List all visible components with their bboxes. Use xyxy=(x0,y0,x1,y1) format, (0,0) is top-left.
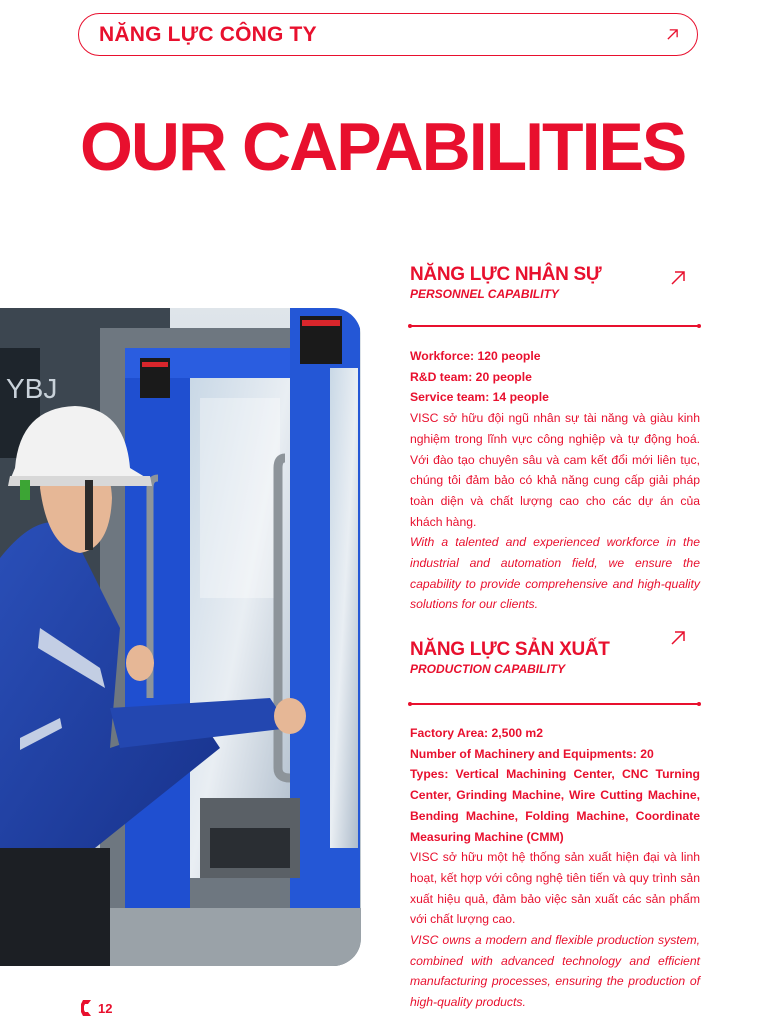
personnel-facts xyxy=(410,346,700,408)
fact-workforce: Workforce: 120 people xyxy=(410,349,541,363)
page-footer xyxy=(79,998,112,1018)
page-title: OUR CAPABILITIES xyxy=(80,109,686,185)
production-en-text: VISC owns a modern and flexible production system, combined with advanced technology and efficient manufacturing processes, ensuring the production of high-quality products. xyxy=(410,933,700,1010)
production-section-heading xyxy=(410,639,700,676)
page-number: 12 xyxy=(98,1000,113,1016)
worker-machine-photo xyxy=(0,308,361,966)
arrow-up-right-icon xyxy=(666,28,679,41)
production-body xyxy=(410,723,700,1013)
personnel-title: NĂNG LỰC NHÂN SỰ xyxy=(410,264,602,285)
section-label-pill[interactable] xyxy=(78,13,698,56)
fact-factory-area: Factory Area: 2,500 m2 xyxy=(410,726,544,740)
fact-rnd-team: R&D team: 20 people xyxy=(410,369,532,384)
divider xyxy=(410,703,699,705)
fact-service-team: Service team: 14 people xyxy=(410,390,549,405)
fact-machine-types: Types: Vertical Machining Center, CNC Turning Center, Grinding Machine, Wire Cutting Machine, Bending Machine, Folding Machine, Coordinate Measuring Machine (CMM) xyxy=(410,767,700,844)
personnel-body xyxy=(410,346,700,615)
arrow-up-right-icon[interactable] xyxy=(670,270,686,286)
photo-illustration xyxy=(0,308,361,966)
section-label: NĂNG LỰC CÔNG TY xyxy=(99,23,317,46)
production-vi-text: VISC sở hữu một hệ thống sản xuất hiện đại và linh hoạt, kết hợp với công nghệ tiên tiến và quy trình sản xuất hiệu quả, đảm bảo việc sản xuất các sản phẩm với chất lượng cao. xyxy=(410,850,700,927)
svg-text:YBJ: YBJ xyxy=(6,373,58,404)
arrow-up-right-icon[interactable] xyxy=(670,630,686,646)
production-subtitle: PRODUCTION CAPABILITY xyxy=(410,662,566,676)
personnel-vi-text: VISC sở hữu đội ngũ nhân sự tài năng và giàu kinh nghiệm trong lĩnh vực công nghiệp và tự động hoá. Với đào tạo chuyên sâu và cam kết đổi mới liên tục, chúng tôi đảm bảo có khả năng cung cấp giải pháp toàn diện và chất lượng cao cho các dự án của khách hàng. xyxy=(410,411,700,529)
personnel-en-text: With a talented and experienced workforce in the industrial and automation field, we ensure the capability to provide comprehensive and high-quality solutions for our clients. xyxy=(410,535,700,612)
brand-logo-icon xyxy=(79,998,95,1018)
production-facts xyxy=(410,723,700,847)
divider xyxy=(410,325,699,327)
fact-machinery-count: Number of Machinery and Equipments: 20 xyxy=(410,746,654,761)
production-title: NĂNG LỰC SẢN XUẤT xyxy=(410,639,610,660)
personnel-subtitle: PERSONNEL CAPABILITY xyxy=(410,287,559,301)
personnel-section-heading xyxy=(410,264,700,301)
